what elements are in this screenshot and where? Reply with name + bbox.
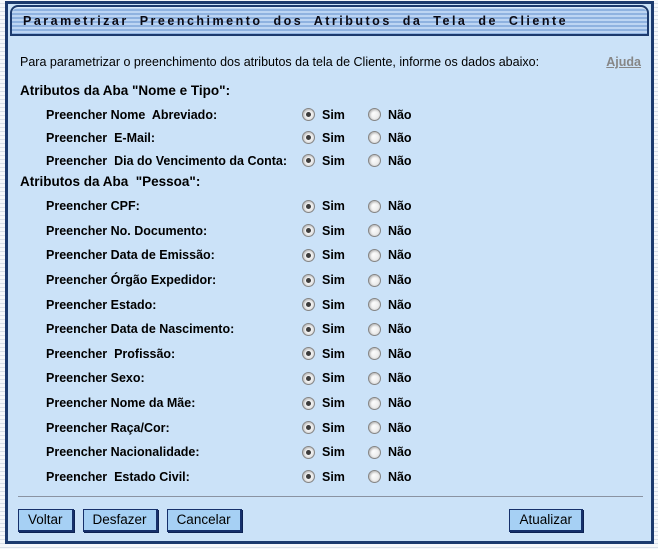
radio-no-label: Não — [387, 346, 412, 361]
dialog-titlebar — [10, 5, 649, 36]
intro-text: Para parametrizar o preenchimento dos atributos da tela de Cliente, informe os dados abaixo: — [20, 55, 540, 69]
radio-no[interactable] — [368, 372, 381, 385]
radio-group — [302, 347, 412, 361]
radio-yes[interactable] — [302, 200, 315, 213]
footer-divider — [18, 496, 643, 497]
radio-yes-label: Sim — [322, 396, 345, 411]
row-label: Preencher Data de Nascimento: — [46, 322, 235, 337]
radio-no[interactable] — [368, 131, 381, 144]
radio-group — [302, 273, 412, 287]
radio-yes[interactable] — [302, 298, 315, 311]
row-label: Preencher CPF: — [46, 199, 140, 214]
radio-yes-label: Sim — [322, 469, 345, 484]
row-label: Preencher Profissão: — [46, 346, 176, 361]
radio-no[interactable] — [368, 421, 381, 434]
radio-yes-label: Sim — [322, 445, 345, 460]
attribute-row — [8, 415, 651, 440]
attribute-row — [8, 465, 651, 490]
section-header: Atributos da Aba "Pessoa": — [20, 174, 201, 189]
row-label: Preencher Data de Emissão: — [46, 248, 215, 263]
radio-yes-label: Sim — [322, 248, 345, 263]
desfazer-button[interactable]: Desfazer — [83, 509, 158, 532]
radio-yes-label: Sim — [322, 371, 345, 386]
radio-no-label: Não — [387, 223, 412, 238]
attribute-row — [8, 440, 651, 465]
form-section — [8, 174, 651, 489]
radio-group — [302, 108, 412, 122]
radio-no[interactable] — [368, 224, 381, 237]
radio-no-label: Não — [387, 420, 412, 435]
radio-yes-label: Sim — [322, 273, 345, 288]
voltar-button[interactable]: Voltar — [18, 509, 74, 532]
radio-yes[interactable] — [302, 397, 315, 410]
radio-group — [302, 396, 412, 410]
radio-yes[interactable] — [302, 249, 315, 262]
attribute-row — [8, 243, 651, 268]
radio-no[interactable] — [368, 108, 381, 121]
radio-group — [302, 371, 412, 385]
attribute-row — [8, 219, 651, 244]
dialog-title: Parametrizar Preenchimento dos Atributos da Tela de Cliente — [23, 13, 569, 28]
radio-yes-label: Sim — [322, 199, 345, 214]
row-label: Preencher Órgão Expedidor: — [46, 273, 217, 288]
radio-yes[interactable] — [302, 323, 315, 336]
radio-group — [302, 298, 412, 312]
attribute-row — [8, 366, 651, 391]
radio-no[interactable] — [368, 274, 381, 287]
footer-button-bar — [18, 509, 643, 532]
radio-no[interactable] — [368, 249, 381, 262]
radio-yes[interactable] — [302, 131, 315, 144]
row-label: Preencher No. Documento: — [46, 223, 208, 238]
radio-yes-label: Sim — [322, 322, 345, 337]
form-body — [8, 83, 651, 489]
radio-group — [302, 322, 412, 336]
attribute-row — [8, 292, 651, 317]
radio-no[interactable] — [368, 470, 381, 483]
radio-no-label: Não — [387, 248, 412, 263]
radio-group — [302, 470, 412, 484]
radio-yes-label: Sim — [322, 297, 345, 312]
radio-yes-label: Sim — [322, 107, 345, 122]
radio-yes-label: Sim — [322, 130, 345, 145]
attribute-row — [8, 391, 651, 416]
radio-no[interactable] — [368, 347, 381, 360]
radio-yes[interactable] — [302, 224, 315, 237]
section-header: Atributos da Aba "Nome e Tipo": — [20, 83, 231, 98]
radio-no-label: Não — [387, 469, 412, 484]
radio-group — [302, 421, 412, 435]
radio-yes[interactable] — [302, 421, 315, 434]
radio-yes[interactable] — [302, 154, 315, 167]
radio-yes[interactable] — [302, 347, 315, 360]
row-label: Preencher Nome da Mãe: — [46, 396, 196, 411]
attribute-row — [8, 126, 651, 149]
radio-yes-label: Sim — [322, 153, 345, 168]
row-label: Preencher Nome Abreviado: — [46, 107, 218, 122]
radio-no-label: Não — [387, 273, 412, 288]
radio-no-label: Não — [387, 130, 412, 145]
help-link[interactable]: Ajuda — [606, 55, 641, 69]
attribute-row — [8, 317, 651, 342]
section-rows — [8, 103, 651, 172]
radio-group — [302, 131, 412, 145]
attribute-row — [8, 342, 651, 367]
radio-no-label: Não — [387, 445, 412, 460]
radio-no[interactable] — [368, 446, 381, 459]
radio-yes[interactable] — [302, 470, 315, 483]
radio-group — [302, 248, 412, 262]
atualizar-button[interactable]: Atualizar — [509, 509, 583, 532]
radio-no[interactable] — [368, 298, 381, 311]
row-label: Preencher Dia do Vencimento da Conta: — [46, 153, 288, 168]
attribute-row — [8, 103, 651, 126]
radio-yes-label: Sim — [322, 420, 345, 435]
radio-no[interactable] — [368, 200, 381, 213]
radio-group — [302, 224, 412, 238]
radio-no-label: Não — [387, 322, 412, 337]
row-label: Preencher Sexo: — [46, 371, 145, 386]
radio-yes[interactable] — [302, 108, 315, 121]
radio-no[interactable] — [368, 397, 381, 410]
radio-group — [302, 199, 412, 213]
dialog-window — [5, 1, 654, 544]
attribute-row — [8, 268, 651, 293]
row-label: Preencher Raça/Cor: — [46, 420, 170, 435]
radio-no-label: Não — [387, 153, 412, 168]
intro-row — [20, 55, 641, 69]
section-rows — [8, 194, 651, 489]
attribute-row — [8, 149, 651, 172]
row-label: Preencher Estado: — [46, 297, 157, 312]
row-label: Preencher E-Mail: — [46, 130, 156, 145]
radio-yes-label: Sim — [322, 223, 345, 238]
radio-yes-label: Sim — [322, 346, 345, 361]
cancelar-button[interactable]: Cancelar — [167, 509, 242, 532]
row-label: Preencher Estado Civil: — [46, 469, 190, 484]
radio-group — [302, 154, 412, 168]
radio-no[interactable] — [368, 154, 381, 167]
radio-no-label: Não — [387, 297, 412, 312]
radio-no-label: Não — [387, 371, 412, 386]
form-section — [8, 83, 651, 172]
radio-no[interactable] — [368, 323, 381, 336]
radio-yes[interactable] — [302, 446, 315, 459]
attribute-row — [8, 194, 651, 219]
radio-group — [302, 445, 412, 459]
radio-yes[interactable] — [302, 372, 315, 385]
radio-no-label: Não — [387, 396, 412, 411]
row-label: Preencher Nacionalidade: — [46, 445, 200, 460]
radio-no-label: Não — [387, 199, 412, 214]
radio-no-label: Não — [387, 107, 412, 122]
radio-yes[interactable] — [302, 274, 315, 287]
